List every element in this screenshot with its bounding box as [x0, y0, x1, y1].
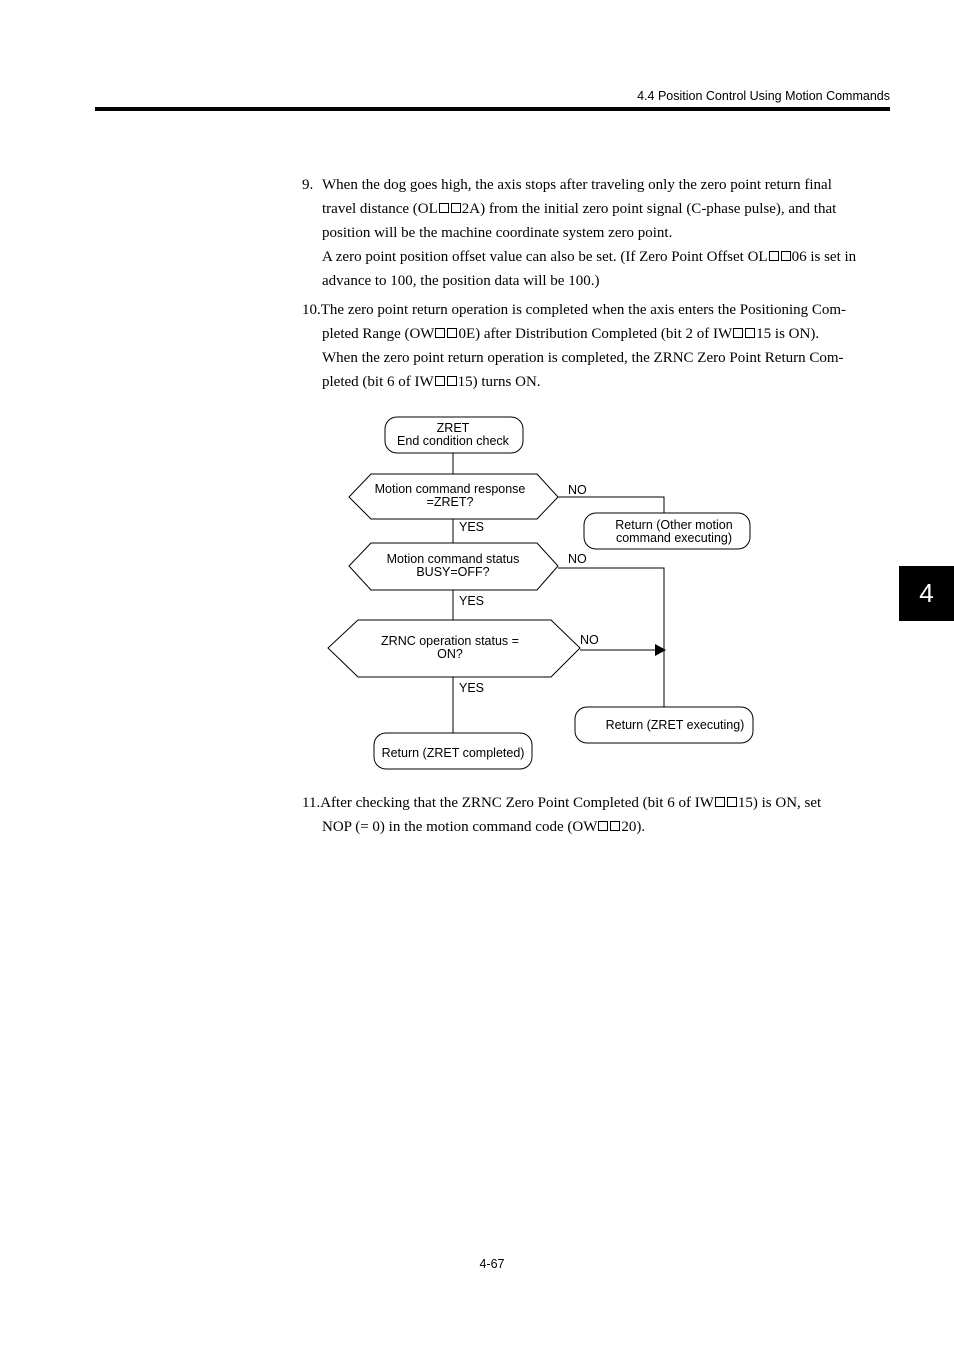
placeholder-box	[598, 821, 608, 831]
decision-2-line-1: Motion command status	[386, 552, 520, 566]
step-9-number: 9.	[302, 177, 314, 193]
placeholder-box	[435, 328, 445, 338]
section-header-title: 4.4 Position Control Using Motion Commands	[637, 89, 890, 103]
step-9-line-2a: travel distance (OL	[322, 201, 438, 217]
step-9-line-1: When the dog goes high, the axis stops after traveling only the zero point return final	[322, 177, 832, 193]
placeholder-box	[447, 376, 457, 386]
placeholder-box	[451, 203, 461, 213]
step-11	[302, 791, 894, 839]
step-10-line-2c: 15 is ON).	[756, 326, 820, 342]
step-9-line-4a: A zero point position offset value can also be set. (If Zero Point Offset OL	[322, 249, 768, 265]
decision-3-yes-label: YES	[459, 681, 485, 695]
step-10	[302, 298, 894, 394]
step-9-line-3: position will be the machine coordinate system zero point.	[322, 225, 673, 241]
step-9-line-5: advance to 100, the position data will be 100.)	[322, 273, 600, 289]
return-other-line-2: command executing)	[615, 531, 733, 545]
step-9-line-4b: 06 is set in	[791, 249, 857, 265]
connector-d2-no	[558, 568, 664, 707]
step-10-line-4a: pleted (bit 6 of IW	[322, 374, 434, 390]
step-11-line-2b: 20).	[621, 819, 646, 835]
step-10-line-3: When the zero point return operation is completed, the ZRNC Zero Point Return Com-	[322, 350, 844, 366]
step-10-line-2b: 0E) after Distribution Completed (bit 2 of IW	[458, 326, 733, 342]
zret-flowchart	[320, 410, 770, 780]
placeholder-box	[439, 203, 449, 213]
placeholder-box	[745, 328, 755, 338]
decision-2-no-label: NO	[568, 552, 587, 566]
connector-d1-no	[558, 497, 664, 513]
decision-3-no-label: NO	[580, 633, 599, 647]
start-line-1: ZRET	[436, 421, 470, 435]
decision-3-line-1: ZRNC operation status =	[381, 634, 519, 648]
step-10-line-2a: pleted Range (OW	[322, 326, 435, 342]
decision-2-line-2: BUSY=OFF?	[416, 565, 490, 579]
step-11-number: 11.	[302, 795, 321, 811]
placeholder-box	[435, 376, 445, 386]
placeholder-box	[781, 251, 791, 261]
header-rule	[95, 107, 890, 111]
decision-1-no-label: NO	[568, 483, 587, 497]
placeholder-box	[769, 251, 779, 261]
step-11-line-1a: After checking that the ZRNC Zero Point Completed (bit 6 of IW	[320, 795, 714, 811]
return-completed-label: Return (ZRET completed)	[381, 746, 525, 760]
page-number: 4-67	[479, 1257, 505, 1271]
step-9-line-2b: 2A) from the initial zero point signal (C-phase pulse), and that	[461, 201, 837, 217]
step-11-line-1b: 15) is ON, set	[737, 795, 822, 811]
start-line-2: End condition check	[397, 434, 509, 448]
decision-1-line-2: =ZRET?	[426, 495, 474, 509]
decision-3-line-2: ON?	[437, 647, 463, 661]
placeholder-box	[733, 328, 743, 338]
placeholder-box	[447, 328, 457, 338]
return-executing-label: Return (ZRET executing)	[605, 718, 745, 732]
step-10-line-1: The zero point return operation is completed when the axis enters the Positioning Com-	[320, 302, 847, 318]
decision-2-yes-label: YES	[459, 594, 485, 608]
placeholder-box	[610, 821, 620, 831]
step-10-line-4b: 15) turns ON.	[457, 374, 541, 390]
decision-1-line-1: Motion command response	[374, 482, 526, 496]
step-11-line-2a: NOP (= 0) in the motion command code (OW	[322, 819, 598, 835]
return-other-line-1: Return (Other motion	[615, 518, 733, 532]
placeholder-box	[727, 797, 737, 807]
step-9	[302, 173, 894, 293]
placeholder-box	[715, 797, 725, 807]
chapter-tab: 4	[899, 566, 954, 621]
decision-1-yes-label: YES	[459, 520, 485, 534]
step-10-number: 10.	[302, 302, 321, 318]
